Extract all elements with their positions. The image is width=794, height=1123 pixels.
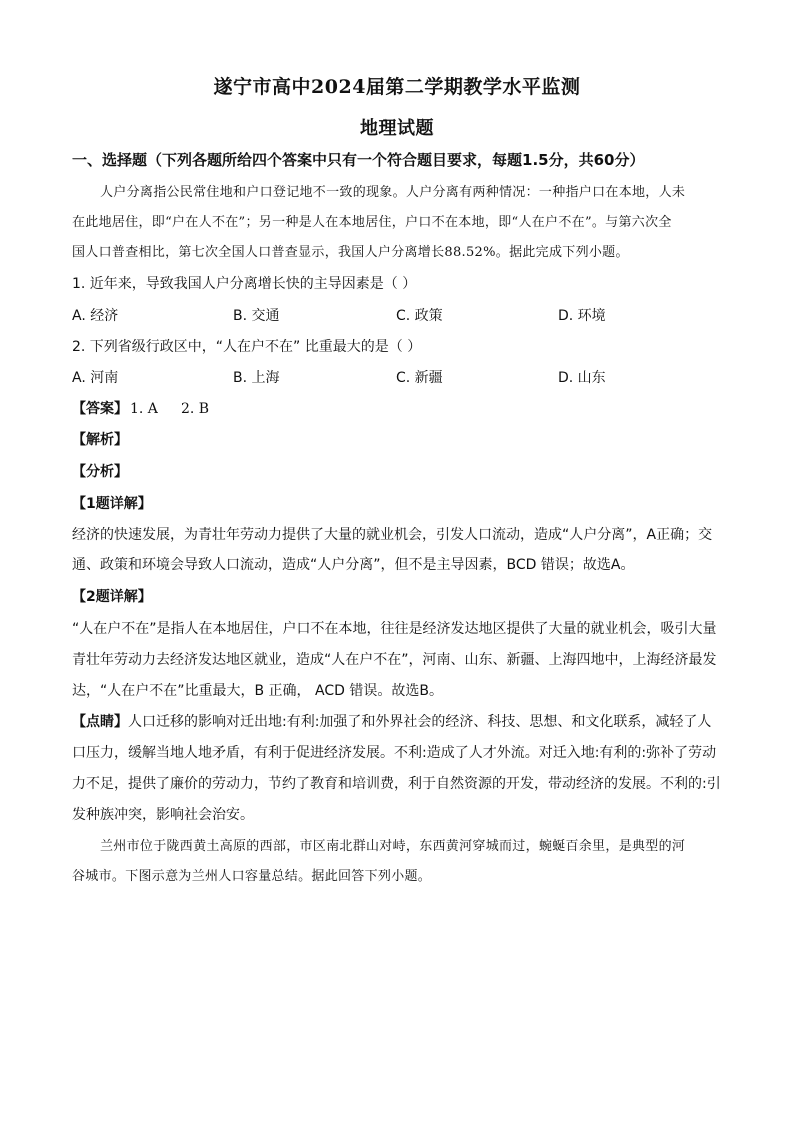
answer-1: 1. A (130, 401, 158, 417)
q1-option-d: D. 环境 (558, 308, 606, 324)
tips-line-1 (72, 712, 722, 732)
detail-2-line-2: 青壮年劳动力去经济发达地区就业，造成“人在户不在”，河南、山东、新疆、上海四地中，上海经济最发 (72, 652, 717, 668)
detail-2-line-3: 达，“人在户不在”比重最大，B 正确， ACD 错误。故选B。 (72, 683, 443, 699)
tips-line-2: 口压力，缓解当地人地矛盾，有利于促进经济发展。不利:造成了人才外流。对迁入地:有利的:弥补了劳动 (72, 745, 717, 761)
detail-2-label: 【2题详解】 (72, 589, 152, 605)
detail-2-line-1: “人在户不在”是指人在本地居住，户口不在本地，往往是经济发达地区提供了大量的就业机会，吸引大量 (72, 621, 717, 637)
question-1-stem: 1. 近年来，导致我国人户分离增长快的主导因素是（ ） (72, 276, 417, 292)
section-heading: 一、选择题（下列各题所给四个答案中只有一个符合题目要求，每题1.5分，共60分） (72, 151, 645, 169)
analysis-label: 【解析】 (72, 432, 128, 448)
answer-label: 【答案】 (72, 401, 128, 417)
exam-title: 遂宁市高中2024届第二学期教学水平监测 (213, 76, 581, 98)
q2-option-a: A. 河南 (72, 370, 119, 386)
tips-line-4: 发种族冲突，影响社会治安。 (72, 807, 254, 823)
passage1-line-2: 在此地居住，即“户在人不在”；另一种是人在本地居住，户口不在本地，即“人在户不在”。与第六次全 (72, 215, 672, 230)
passage1-line-3: 国人口普查相比，第七次全国人口普查显示，我国人户分离增长88.52%。据此完成下列小题。 (72, 245, 629, 260)
detail-1-line-1: 经济的快速发展，为青壮年劳动力提供了大量的就业机会，引发人口流动，造成“人户分离”，A正确；交 (72, 527, 713, 543)
question-2-stem: 2. 下列省级行政区中，“人在户不在” 比重最大的是（ ） (72, 339, 422, 355)
tips-line-3: 力不足，提供了廉价的劳动力，节约了教育和培训费，利于自然资源的开发，带动经济的发展。不利的:引 (72, 776, 721, 792)
q2-option-b: B. 上海 (233, 370, 280, 386)
detail-1-label: 【1题详解】 (72, 496, 152, 512)
passage1-line-1: 人户分离指公民常住地和户口登记地不一致的现象。人户分离有两种情况：一种指户口在本地，人未 (100, 185, 686, 200)
q2-option-c: C. 新疆 (396, 370, 443, 386)
q1-option-a: A. 经济 (72, 308, 119, 324)
answer-2: 2. B (181, 401, 210, 417)
detail-1-line-2: 通、政策和环境会导致人口流动，造成“人户分离”，但不是主导因素，BCD 错误；故选A。 (72, 557, 635, 573)
tips-label: 【点睛】 (72, 714, 128, 730)
tips-text-1: 人口迁移的影响对迁出地:有利:加强了和外界社会的经济、科技、思想、和文化联系，减轻了人 (128, 714, 712, 730)
passage2-line-2: 谷城市。下图示意为兰州人口容量总结。据此回答下列小题。 (72, 869, 432, 884)
q1-option-c: C. 政策 (396, 308, 443, 324)
exam-subtitle: 地理试题 (360, 118, 434, 139)
passage2-line-1: 兰州市位于陇西黄土高原的西部，市区南北群山对峙，东西黄河穿城而过，蜿蜒百余里，是典型的河 (100, 839, 686, 854)
fenxi-label: 【分析】 (72, 464, 128, 480)
q2-option-d: D. 山东 (558, 370, 606, 386)
q1-option-b: B. 交通 (233, 308, 280, 324)
